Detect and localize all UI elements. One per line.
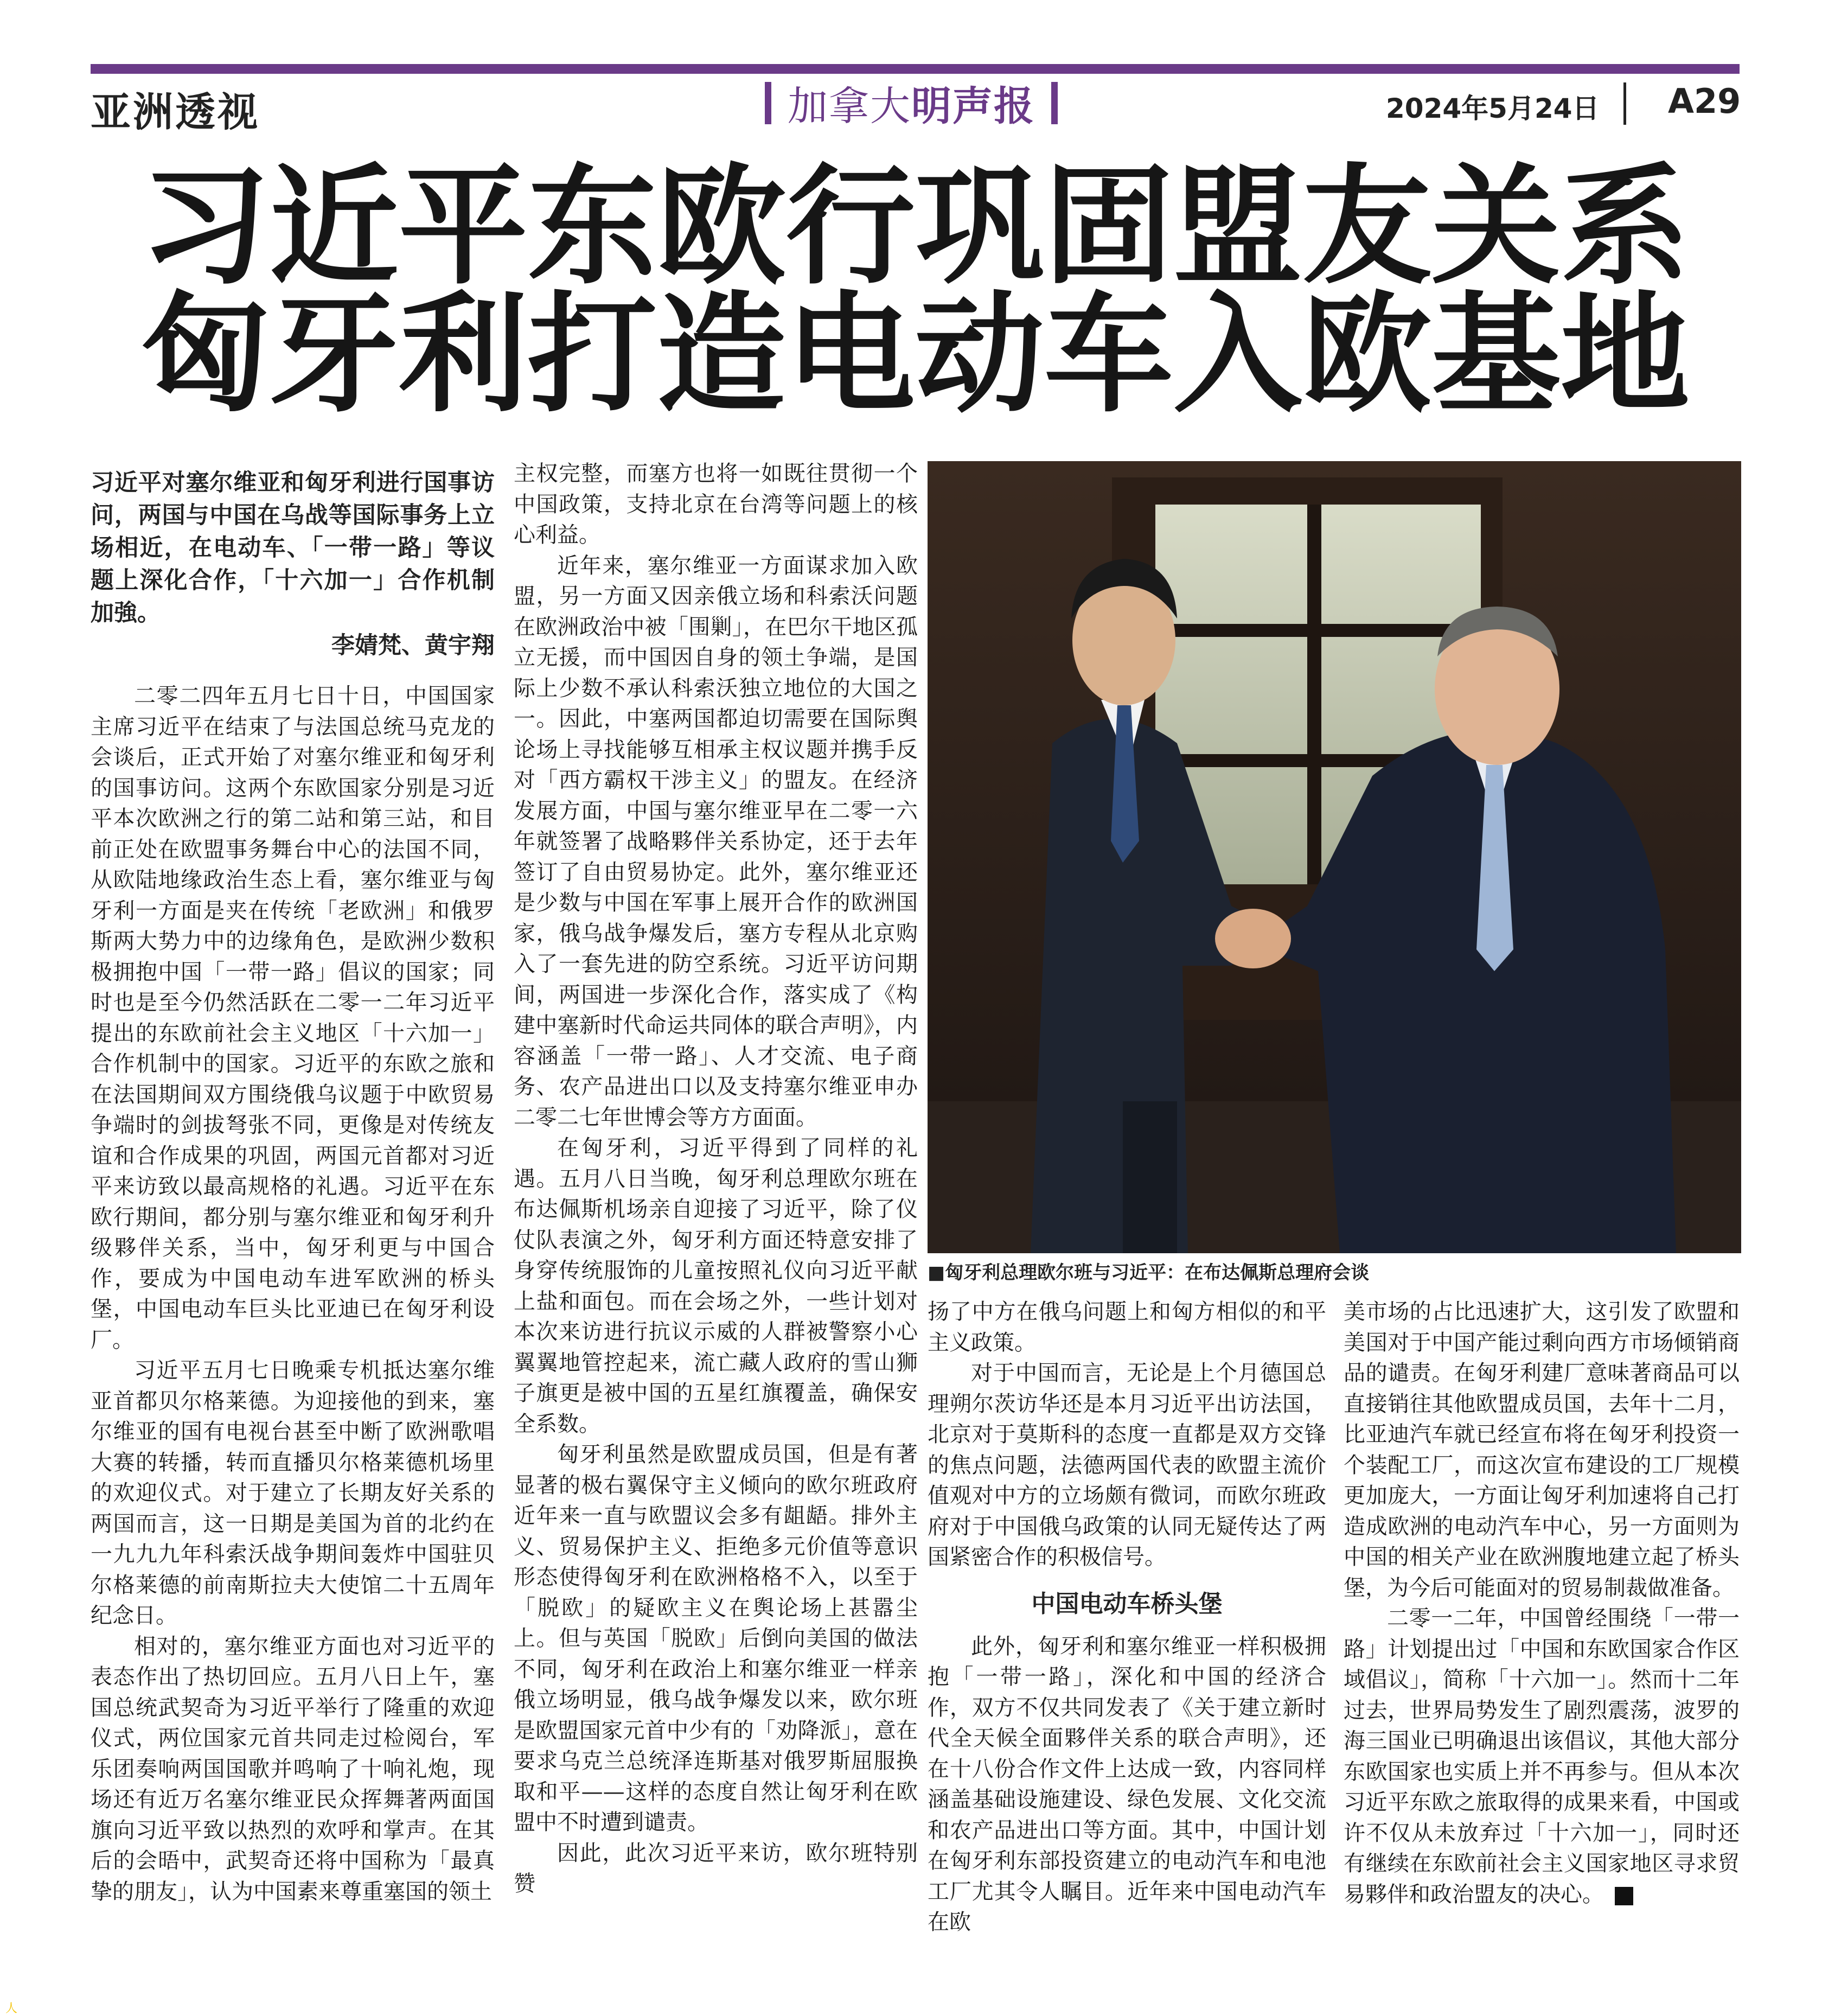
issue-date: 2024年5月24日 xyxy=(1386,93,1600,124)
photo-caption: ■匈牙利总理欧尔班与习近平：在布达佩斯总理府会谈 xyxy=(928,1262,1370,1284)
section-subheading: 中国电动车桥头堡 xyxy=(1031,1590,1223,1618)
date-separator xyxy=(1623,82,1626,125)
article-column-2 xyxy=(514,458,918,1899)
paragraph xyxy=(1344,1603,1740,1910)
lead-authors: 李婧梵、黄宇翔 xyxy=(331,632,495,659)
article-column-4 xyxy=(1344,1297,1740,1910)
corner-mark: 人 xyxy=(5,2002,18,2015)
masthead-bar-left xyxy=(765,82,771,124)
masthead-name: 明声报 xyxy=(911,83,1035,130)
page-number: A29 xyxy=(1668,81,1741,121)
section-title: 亚洲透视 xyxy=(91,89,260,136)
paragraph: 在匈牙利，习近平得到了同样的礼遇。五月八日当晚，匈牙利总理欧尔班在布达佩斯机场亲自迎接了习近平，除了仪仗队表演之外，匈牙利方面还特意安排了身穿传统服饰的儿童按照礼仪向习近平献上盐和面包。而在会场之外，一些计划对本次来访进行抗议示威的人群被警察小心翼翼地管控起来，流亡藏人政府的雪山狮子旗更是被中国的五星红旗覆盖，确保安全系数。 xyxy=(514,1135,918,1437)
headline-line-2: 匈牙利打造电动车入欧基地 xyxy=(140,280,1690,430)
lead-text: 习近平对塞尔维亚和匈牙利进行国事访问，两国与中国在乌战等国际事务上立场相近，在电动车、「一带一路」等议题上深化合作，「十六加一」合作机制加強。 xyxy=(91,469,495,627)
end-of-article-mark xyxy=(1615,1887,1633,1905)
paragraph: 此外，匈牙利和塞尔维亚一样积极拥抱「一带一路」，深化和中国的经济合作，双方不仅共同发表了《关于建立新时代全天候全面夥伴关系的联合声明》，还在十八份合作文件上达成一致，内容同样涵盖基础设施建设、绿色发展、文化交流和农产品进出口等方面。其中，中国计划在匈牙利东部投资建立的电动汽车和电池工厂尤其令人瞩目。近年来中国电动汽车在欧 xyxy=(928,1634,1326,1935)
paragraph: 扬了中方在俄乌问题上和匈方相似的和平主义政策。 xyxy=(928,1299,1326,1355)
paragraph: 匈牙利虽然是欧盟成员国，但是有著显著的极右翼保守主义倾向的欧尔班政府近年来一直与欧盟议会多有龃龉。排外主义、贸易保护主义、拒绝多元价值等意识形态使得匈牙利在欧洲格格不入，以至于「脱欧」的疑欧主义在舆论场上甚嚣尘上。但与英国「脱欧」后倒向美国的做法不同，匈牙利在政治上和塞尔维亚一样亲俄立场明显，俄乌战争爆发以来，欧尔班是欧盟国家元首中少有的「劝降派」，意在要求乌克兰总统泽连斯基对俄罗斯屈服换取和平——这样的态度自然让匈牙利在欧盟中不时遭到谴责。 xyxy=(514,1442,918,1835)
lead-summary xyxy=(91,467,495,662)
article-column-1 xyxy=(91,681,495,1907)
paragraph: 相对的，塞尔维亚方面也对习近平的表态作出了热切回应。五月八日上午，塞国总统武契奇为习近平举行了隆重的欢迎仪式，两位国家元首共同走过检阅台，军乐团奏响两国国歌并鸣响了十响礼炮，现场还有近万名塞尔维亚民众挥舞著两面国旗向习近平致以热烈的欢呼和掌声。在其后的会晤中，武契奇还将中国称为「最真挚的朋友」，认为中国素来尊重塞国的领土 xyxy=(91,1634,495,1904)
masthead-prefix: 加拿大 xyxy=(788,83,911,130)
paragraph: 因此，此次习近平来访，欧尔班特别赞 xyxy=(514,1840,918,1896)
paragraph: 对于中国而言，无论是上个月德国总理朔尔茨访华还是本月习近平出访法国，北京对于莫斯科的态度一直都是双方交锋的焦点问题，法德两国代表的欧盟主流价值观对中方的立场颇有微词，而欧尔班政府对于中国俄乌政策的认同无疑传达了两国紧密合作的积极信号。 xyxy=(928,1361,1326,1570)
masthead-bar-right xyxy=(1051,82,1058,124)
paragraph-text: 二零一二年，中国曾经围绕「一带一路」计划提出过「中国和东欧国家合作区域倡议」，简称「十六加一」。然而十二年过去，世界局势发生了剧烈震荡，波罗的海三国业已明确退出该倡议，其他大部分东欧国家也实质上并不再参与。但从本次习近平东欧之旅取得的成果来看，中国或许不仅从未放弃过「十六加一」，同时还有继续在东欧前社会主义国家地区寻求贸易夥伴和政治盟友的决心。 xyxy=(1344,1606,1740,1907)
paragraph: 习近平五月七日晚乘专机抵达塞尔维亚首都贝尔格莱德。为迎接他的到来，塞尔维亚的国有电视台甚至中断了欧洲歌唱大赛的转播，转而直播贝尔格莱德机场里的欢迎仪式。对于建立了长期友好关系的两国而言，这一日期是美国为首的北约在一九九九年科索沃战争期间轰炸中国驻贝尔格莱德的前南斯拉夫大使馆二十五周年纪念日。 xyxy=(91,1358,495,1628)
masthead xyxy=(738,76,1085,130)
top-rule xyxy=(91,64,1740,74)
masthead-title xyxy=(788,74,1035,132)
news-photo xyxy=(928,461,1741,1253)
headline-line-1: 习近平东欧行巩固盟友关系 xyxy=(140,152,1690,302)
article-column-3 xyxy=(928,1297,1326,1938)
paragraph: 主权完整，而塞方也将一如既往贯彻一个中国政策，支持北京在台湾等问题上的核心利益。 xyxy=(514,461,918,547)
handshake xyxy=(1215,909,1291,968)
paragraph: 美市场的占比迅速扩大，这引发了欧盟和美国对于中国产能过剩向西方市场倾销商品的谴责。在匈牙利建厂意味著商品可以直接销往其他欧盟成员国，去年十二月，比亚迪汽车就已经宣布将在匈牙利投资一个装配工厂，而这次宣布建设的工厂规模更加庞大，一方面让匈牙利加速将自己打造成欧洲的电动汽车中心，另一方面则为中国的相关产业在欧洲腹地建立起了桥头堡，为今后可能面对的贸易制裁做准备。 xyxy=(1344,1299,1740,1600)
paragraph: 近年来，塞尔维亚一方面谋求加入欧盟，另一方面又因亲俄立场和科索沃问题在欧洲政治中被「围剿」，在巴尔干地区孤立无援，而中国因自身的领土争端，是国际上少数不承认科索沃独立地位的大国之一。因此，中塞两国都迫切需要在国际舆论场上寻找能够互相承主权议题并携手反对「西方霸权干涉主义」的盟友。在经济发展方面，中国与塞尔维亚早在二零一六年就签署了战略夥伴关系协定，还于去年签订了自由贸易协定。此外，塞尔维亚还是少数与中国在军事上展开合作的欧洲国家，俄乌战争爆发后，塞方专程从北京购入了一套先进的防空系统。习近平访问期间，两国进一步深化合作，落实成了《构建中塞新时代命运共同体的联合声明》，内容涵盖「一带一路」、人才交流、电子商务、农产品进出口以及支持塞尔维亚申办二零二七年世博会等方方面面。 xyxy=(514,553,918,1130)
paragraph: 二零二四年五月七日十日，中国国家主席习近平在结束了与法国总统马克龙的会谈后，正式开始了对塞尔维亚和匈牙利的国事访问。这两个东欧国家分别是习近平本次欧洲之行的第二站和第三站，和目前正处在欧盟事务舞台中心的法国不同，从欧陆地缘政治生态上看，塞尔维亚与匈牙利一方面是夹在传统「老欧洲」和俄罗斯两大势力中的边缘角色，是欧洲少数积极拥抱中国「一带一路」倡议的国家；同时也是至今仍然活跃在二零一二年习近平提出的东欧前社会主义地区「十六加一」合作机制中的国家。习近平的东欧之旅和在法国期间双方围绕俄乌议题于中欧贸易争端时的剑拔弩张不同，更像是对传统友谊和合作成果的巩固，两国元首都对习近平来访致以最高规格的礼遇。习近平在东欧行期间，都分别与塞尔维亚和匈牙利升级夥伴关系，当中，匈牙利更与中国合作，要成为中国电动车进军欧洲的桥头堡，中国电动车巨头比亚迪已在匈牙利设厂。 xyxy=(91,684,495,1352)
